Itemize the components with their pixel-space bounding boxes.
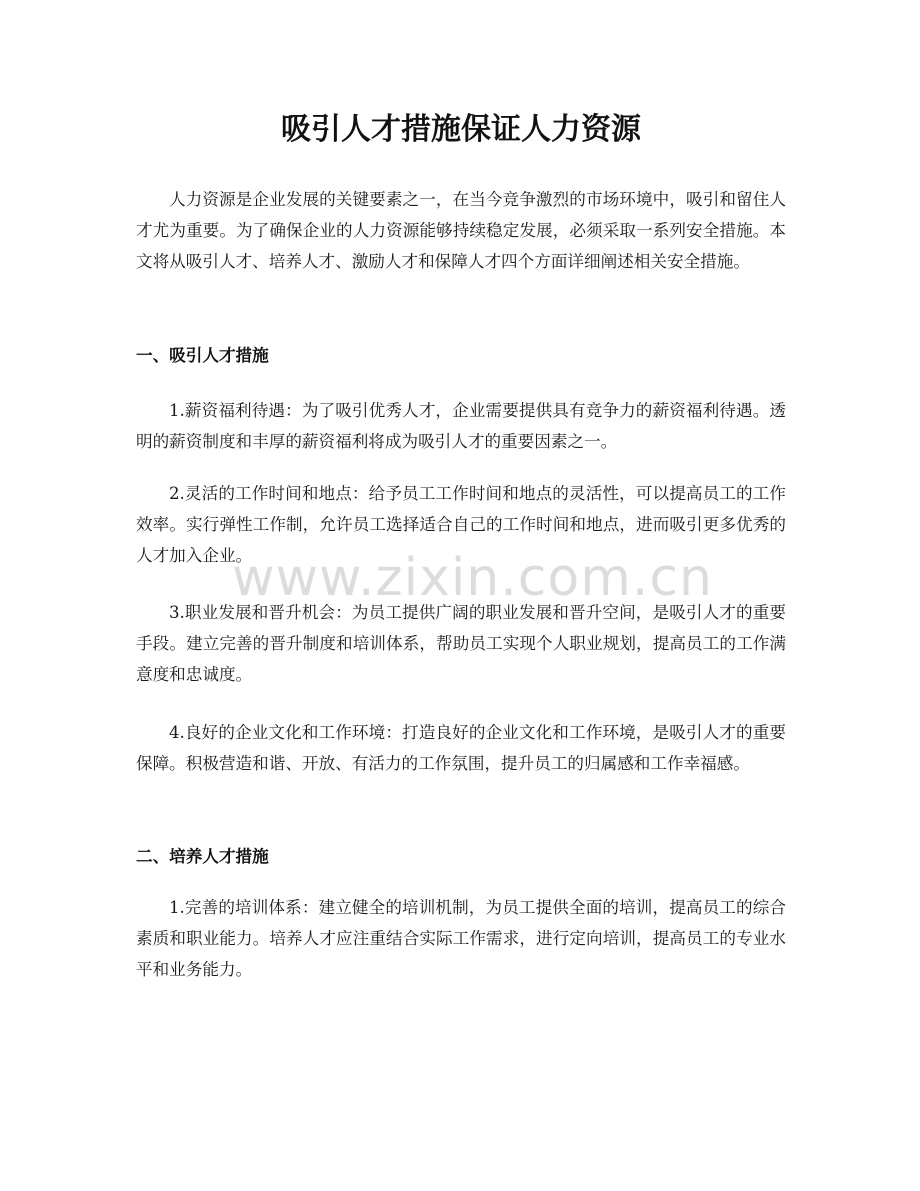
paragraph-cultivate-1: 1.完善的培训体系：建立健全的培训机制，为员工提供全面的培训，提高员工的综合素质和职业能力。培养人才应注重结合实际工作需求，进行定向培训，提高员工的专业水平和业务能力。 — [136, 898, 786, 979]
watermark: www.zixin.com.cn — [232, 548, 713, 608]
paragraph-attract-3: 3.职业发展和晋升机会：为员工提供广阔的职业发展和晋升空间，是吸引人才的重要手段。建立完善的晋升制度和培训体系，帮助员工实现个人职业规划，提高员工的工作满意度和忠诚度。 — [136, 603, 786, 684]
intro-paragraph: 人力资源是企业发展的关键要素之一，在当今竞争激烈的市场环境中，吸引和留住人才尤为重要。为了确保企业的人力资源能够持续稳定发展，必须采取一系列安全措施。本文将从吸引人才、培养人才、激励人才和保障人才四个方面详细阐述相关安全措施。 — [136, 190, 786, 271]
section-heading-attract: 一、吸引人才措施 — [136, 346, 269, 365]
paragraph-attract-1: 1.薪资福利待遇：为了吸引优秀人才，企业需要提供具有竞争力的薪资福利待遇。透明的薪资制度和丰厚的薪资福利将成为吸引人才的重要因素之一。 — [136, 401, 786, 451]
paragraph-attract-4: 4.良好的企业文化和工作环境：打造良好的企业文化和工作环境，是吸引人才的重要保障。积极营造和谐、开放、有活力的工作氛围，提升员工的归属感和工作幸福感。 — [136, 723, 786, 773]
document-title: 吸引人才措施保证人力资源 — [281, 112, 641, 147]
paragraph-attract-2: 2.灵活的工作时间和地点：给予员工工作时间和地点的灵活性，可以提高员工的工作效率。实行弹性工作制，允许员工选择适合自己的工作时间和地点，进而吸引更多优秀的人才加入企业。 — [136, 484, 786, 565]
section-heading-cultivate: 二、培养人才措施 — [136, 847, 269, 866]
